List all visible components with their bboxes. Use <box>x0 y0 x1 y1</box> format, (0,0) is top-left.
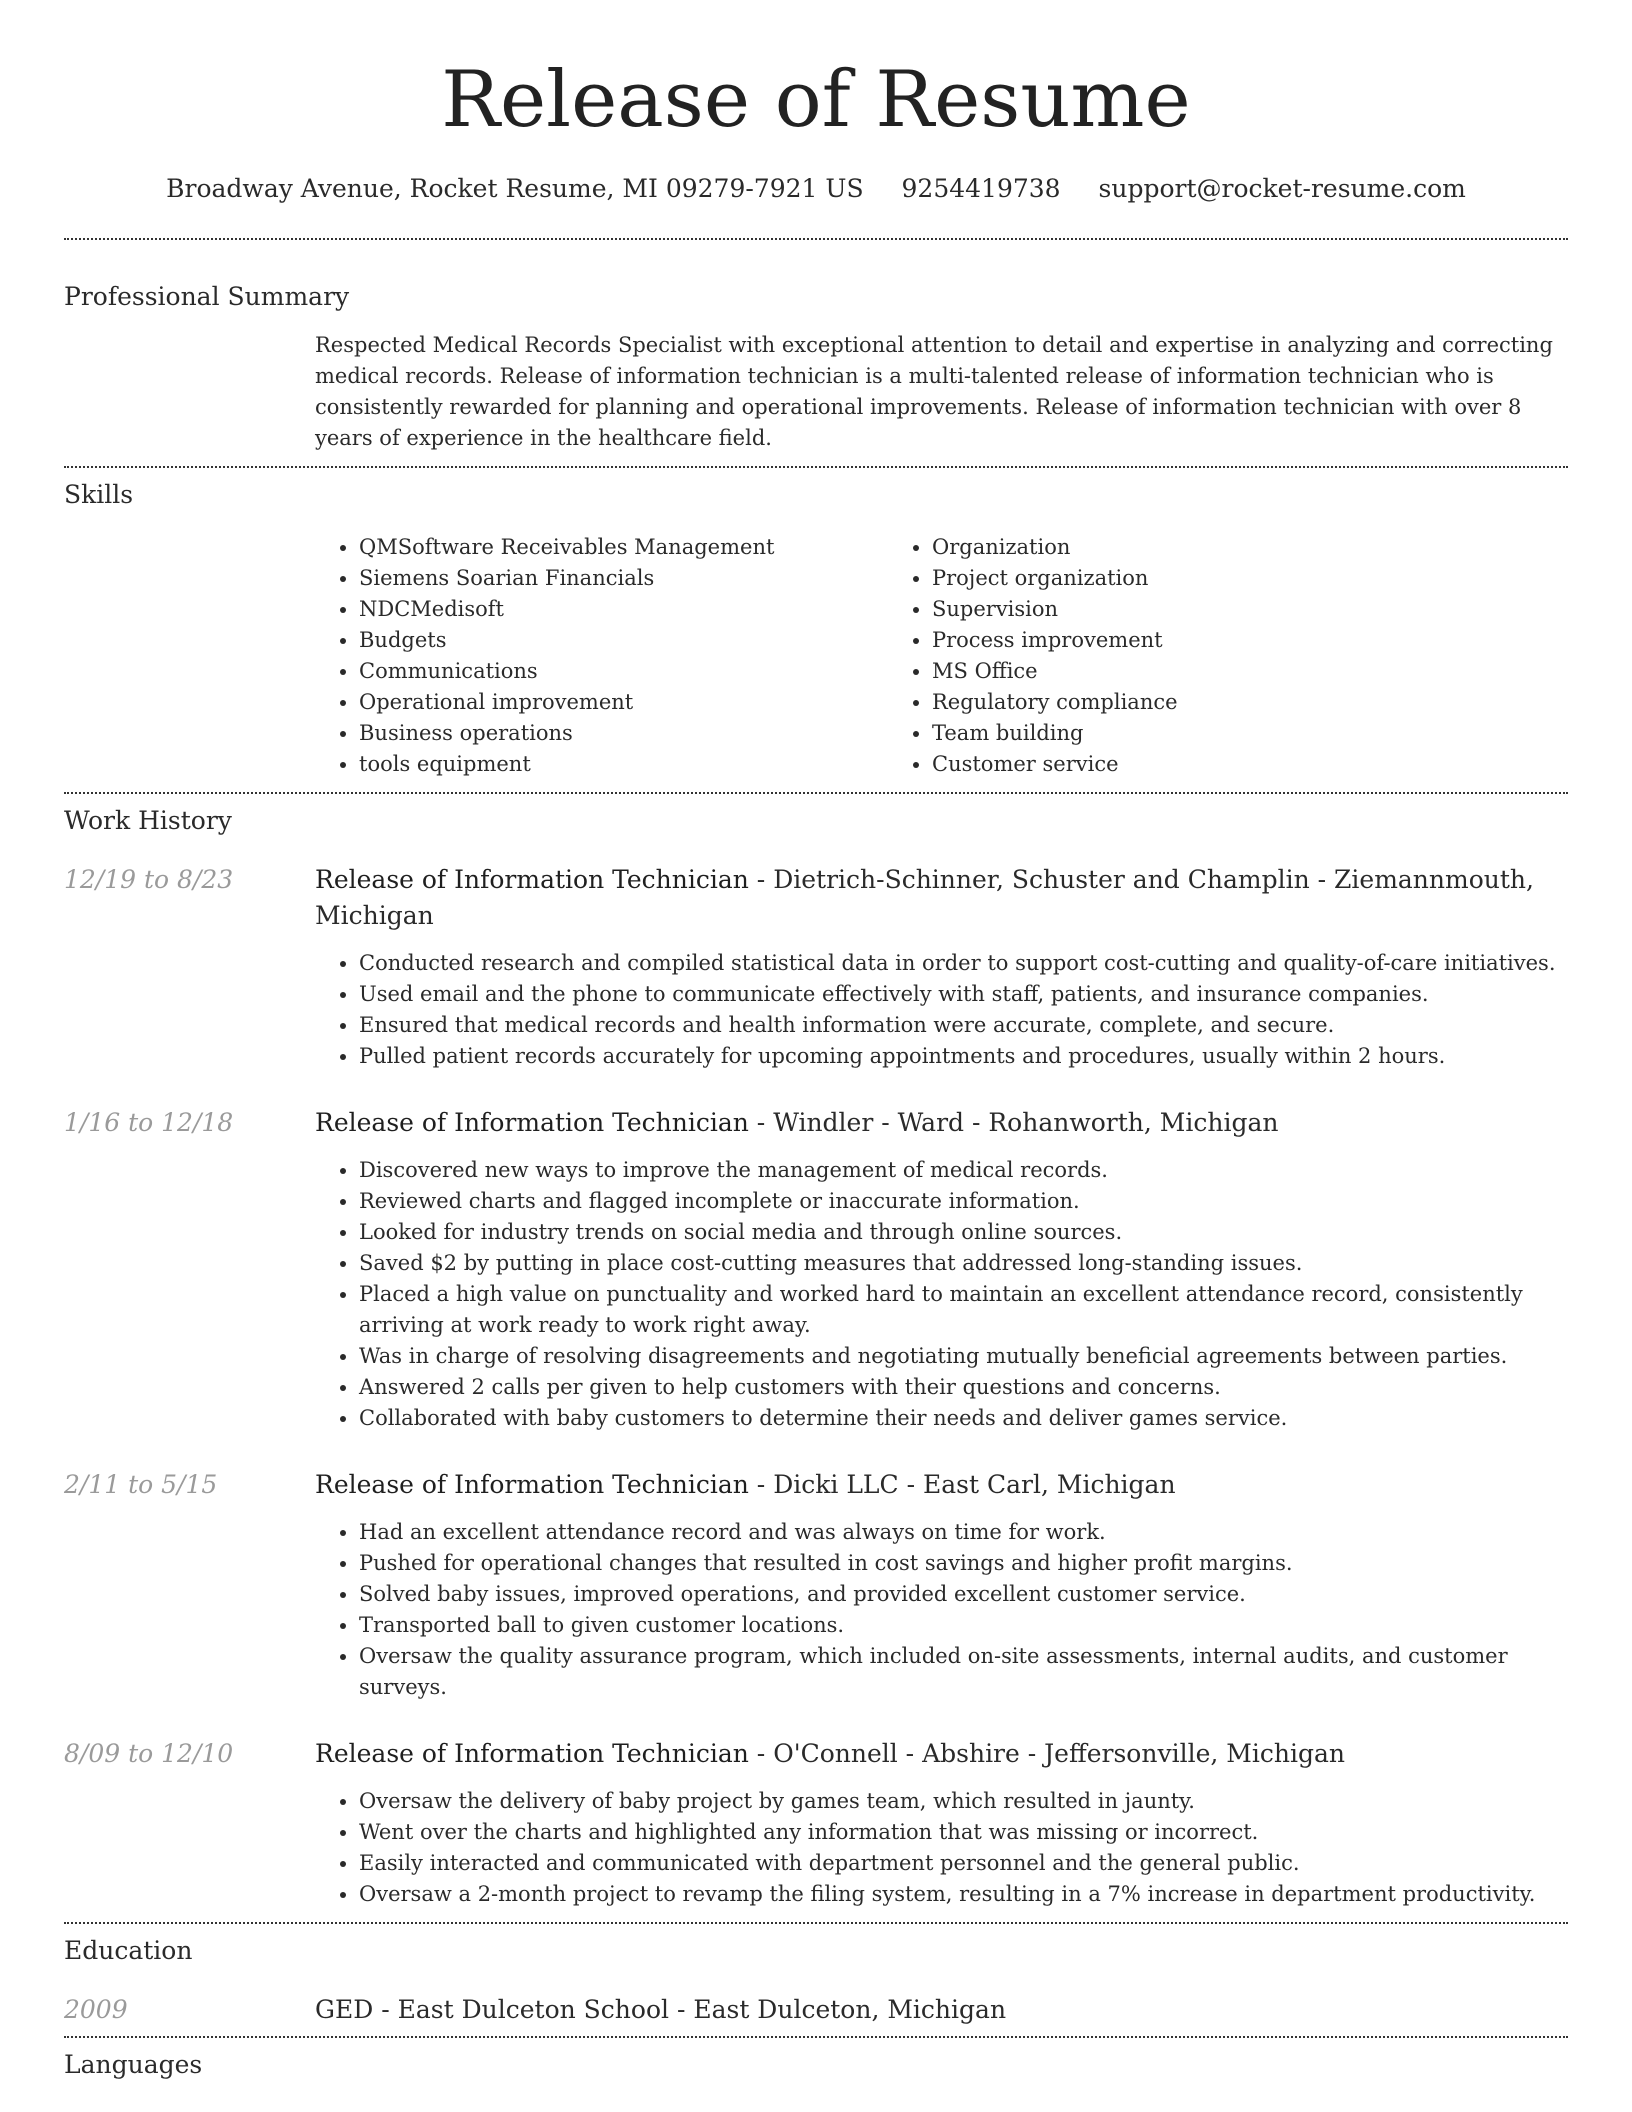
skill-item: • Budgets <box>359 625 888 656</box>
education-body <box>315 1992 1568 2028</box>
phone: 9254419738 <box>901 174 1061 203</box>
candidate-name: Release of Resume <box>441 55 1191 145</box>
contact-line <box>64 174 1568 204</box>
languages-title: Languages <box>64 2050 203 2079</box>
skill-item: • QMSoftware Receivables Management <box>359 532 888 563</box>
education-divider <box>64 2036 1568 2038</box>
skill-item: • Process improvement <box>932 625 1461 656</box>
job-dates: 1/16 to 12/18 <box>64 1108 234 1137</box>
job-bullet: • Looked for industry trends on social media and through online sources. <box>359 1217 1568 1248</box>
skills-list <box>315 532 1568 780</box>
education-entry <box>64 1992 1568 2028</box>
job-bullet: • Oversaw a 2-month project to revamp the filing system, resulting in a 7% increase in department productivity. <box>359 1879 1568 1910</box>
email: support@rocket-resume.com <box>1098 174 1466 203</box>
summary-divider <box>64 466 1568 468</box>
job-heading <box>315 862 1568 934</box>
job-bullet: • Pulled patient records accurately for upcoming appointments and procedures, usually within 2 hours. <box>359 1041 1568 1072</box>
summary-title: Professional Summary <box>64 282 350 311</box>
job-dates: 2/11 to 5/15 <box>64 1470 218 1499</box>
job-heading <box>315 1105 1568 1141</box>
job-title: Release of Information Technician <box>315 1739 749 1768</box>
job-title: Release of Information Technician <box>315 1108 749 1137</box>
job-body <box>315 1105 1568 1434</box>
job-employer: - Windler - Ward - Rohanworth, Michigan <box>748 1108 1279 1137</box>
job-bullets <box>315 1517 1568 1703</box>
job-bullet: • Discovered new ways to improve the management of medical records. <box>359 1155 1568 1186</box>
job-body <box>315 862 1568 1072</box>
job-bullet: • Pushed for operational changes that resulted in cost savings and higher profit margins. <box>359 1548 1568 1579</box>
job-bullet: • Had an excellent attendance record and was always on time for work. <box>359 1517 1568 1548</box>
skill-item: • Business operations <box>359 718 888 749</box>
job-bullet: • Reviewed charts and flagged incomplete or inaccurate information. <box>359 1186 1568 1217</box>
skills-column-right <box>888 532 1461 780</box>
job-bullet: • Conducted research and compiled statistical data in order to support cost-cutting and quality-of-care initiatives. <box>359 948 1568 979</box>
job-title: Release of Information Technician <box>315 865 749 894</box>
skill-item: • Siemens Soarian Financials <box>359 563 888 594</box>
job-entry <box>64 1467 1568 1703</box>
skill-item: • NDCMedisoft <box>359 594 888 625</box>
education-year: 2009 <box>64 1995 128 2024</box>
job-title: Release of Information Technician <box>315 1470 749 1499</box>
skill-item: • Project organization <box>932 563 1461 594</box>
job-body <box>315 1467 1568 1703</box>
skill-item: • MS Office <box>932 656 1461 687</box>
job-bullet: • Solved baby issues, improved operations, and provided excellent customer service. <box>359 1579 1568 1610</box>
job-body <box>315 1736 1568 1910</box>
job-bullet: • Oversaw the quality assurance program, which included on-site assessments, internal audits, and customer surveys. <box>359 1641 1568 1703</box>
job-bullet: • Transported ball to given customer locations. <box>359 1610 1568 1641</box>
job-bullets <box>315 948 1568 1072</box>
job-entry <box>64 1736 1568 1910</box>
address: Broadway Avenue, Rocket Resume, MI 09279-7921 US <box>166 174 864 203</box>
job-bullet: • Was in charge of resolving disagreements and negotiating mutually beneficial agreements between parties. <box>359 1341 1568 1372</box>
job-heading <box>315 1467 1568 1503</box>
job-bullet: • Used email and the phone to communicate effectively with staff, patients, and insurance companies. <box>359 979 1568 1010</box>
job-bullets <box>315 1155 1568 1434</box>
job-heading <box>315 1736 1568 1772</box>
job-dates: 12/19 to 8/23 <box>64 865 234 894</box>
education-title: Education <box>64 1936 193 1965</box>
job-entry <box>64 862 1568 1072</box>
resume-header <box>64 0 1568 204</box>
job-bullet: • Easily interacted and communicated with department personnel and the general public. <box>359 1848 1568 1879</box>
work-divider <box>64 1922 1568 1924</box>
job-dates: 8/09 to 12/10 <box>64 1739 234 1768</box>
skill-item: • Regulatory compliance <box>932 687 1461 718</box>
job-employer: - O'Connell - Abshire - Jeffersonville, Michigan <box>748 1739 1345 1768</box>
skill-item: • Customer service <box>932 749 1461 780</box>
job-bullet: • Placed a high value on punctuality and worked hard to maintain an excellent attendance record, consistently arriving at work ready to work right away. <box>359 1279 1568 1341</box>
skill-item: • Organization <box>932 532 1461 563</box>
skill-item: • Supervision <box>932 594 1461 625</box>
job-bullet: • Saved $2 by putting in place cost-cutting measures that addressed long-standing issues. <box>359 1248 1568 1279</box>
job-bullets <box>315 1786 1568 1910</box>
skill-item: • Communications <box>359 656 888 687</box>
work-history-title: Work History <box>64 806 232 835</box>
summary-text: Respected Medical Records Specialist with exceptional attention to detail and expertise in analyzing and correcting medical records. Release of information technician is a multi-talented release of information technician who is consistently rewarded for planning and operational improvements. Release of information technician with over 8 years of experience in the healthcare field. <box>315 333 1553 450</box>
job-employer: - Dicki LLC - East Carl, Michigan <box>748 1470 1176 1499</box>
header-divider <box>64 238 1568 240</box>
job-bullet: • Went over the charts and highlighted any information that was missing or incorrect. <box>359 1817 1568 1848</box>
skills-title: Skills <box>64 480 134 509</box>
skill-item: • Operational improvement <box>359 687 888 718</box>
job-bullet: • Answered 2 calls per given to help customers with their questions and concerns. <box>359 1372 1568 1403</box>
skills-column-left <box>315 532 888 780</box>
skill-item: • tools equipment <box>359 749 888 780</box>
skill-item: • Team building <box>932 718 1461 749</box>
job-entry <box>64 1105 1568 1434</box>
job-employer: - Dietrich-Schinner, Schuster and Champlin - Ziemannmouth, Michigan <box>315 865 1534 930</box>
job-bullet: • Oversaw the delivery of baby project by games team, which resulted in jaunty. <box>359 1786 1568 1817</box>
skills-divider <box>64 792 1568 794</box>
job-bullet: • Ensured that medical records and health information were accurate, complete, and secure. <box>359 1010 1568 1041</box>
education-heading: GED - East Dulceton School - East Dulceton, Michigan <box>315 1995 1007 2024</box>
job-bullet: • Collaborated with baby customers to determine their needs and deliver games service. <box>359 1403 1568 1434</box>
